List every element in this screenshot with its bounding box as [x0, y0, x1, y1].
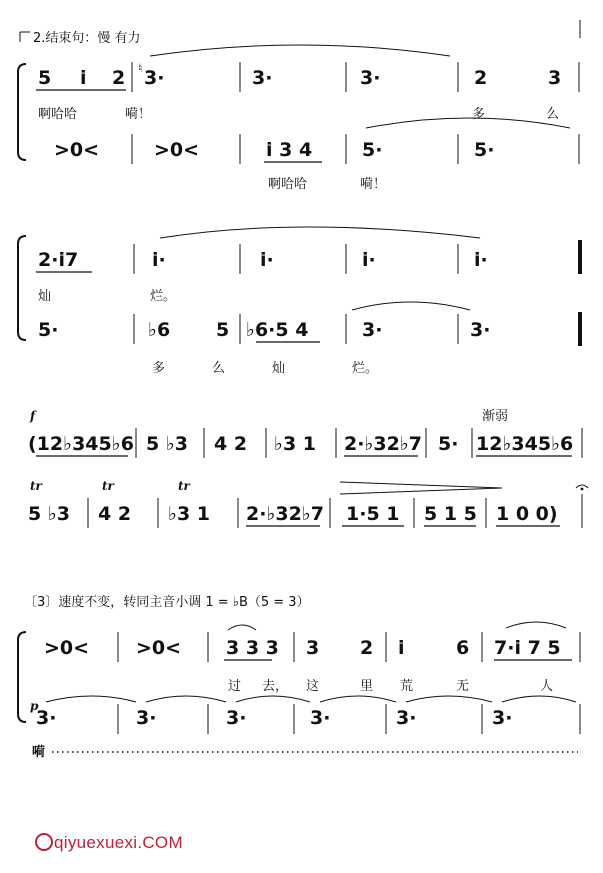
note: 5: [216, 319, 230, 341]
lyric: 灿: [272, 361, 286, 376]
lyric: 过: [228, 679, 242, 694]
note-group: i 3 4: [266, 139, 313, 161]
note: i·: [362, 249, 376, 271]
note-group: 1·5 1: [346, 503, 400, 525]
note: 3·: [226, 707, 247, 729]
logo-icon: [36, 834, 52, 850]
final-barline: [578, 240, 582, 274]
dynamic-mark: p: [30, 699, 39, 713]
note: 3·: [470, 319, 491, 341]
lyric: 荒: [400, 679, 414, 694]
lyric: 啊哈哈: [38, 107, 78, 122]
system-bracket: [18, 236, 26, 340]
note: i: [80, 67, 87, 89]
rest: >0<: [54, 139, 100, 161]
trill-mark: tr: [102, 479, 114, 493]
dynamic-mark: f: [30, 409, 36, 423]
watermark: [36, 833, 183, 852]
note: i·: [260, 249, 274, 271]
note: 2: [112, 67, 126, 89]
note: 5·: [438, 433, 459, 455]
note-group: 1 0 0): [496, 503, 558, 525]
note-group: 5 1 5: [424, 503, 477, 525]
lyric: 烂。: [352, 361, 379, 376]
svg-text:♮: ♮: [138, 61, 143, 75]
note: 3·: [492, 707, 513, 729]
lyric: 多: [472, 107, 486, 122]
section-label: 2.结束句：慢 有力: [33, 31, 141, 46]
note-group: 2·♭32♭7: [344, 433, 423, 455]
note-group: ♭3 1: [168, 503, 211, 525]
decrescendo-hairpin: [340, 482, 502, 494]
lyric: 啊哈哈: [268, 177, 308, 192]
note: 5·: [38, 319, 59, 341]
note: i·: [474, 249, 488, 271]
note: ♭6: [148, 319, 171, 341]
note: 3·: [360, 67, 381, 89]
held-syllable: 嗬: [32, 745, 46, 760]
rest: >0<: [136, 637, 182, 659]
trill-mark: tr: [30, 479, 42, 493]
lyric: 多: [152, 361, 166, 376]
lyric: 么: [546, 107, 560, 122]
note-group: 3 3 3: [226, 637, 279, 659]
fermata: [576, 485, 588, 488]
note: 3: [548, 67, 562, 89]
rest: >0<: [154, 139, 200, 161]
note-group: ♭6·5 4: [246, 319, 309, 341]
lyric: 烂。: [150, 289, 177, 304]
lyric: 嗬！: [125, 107, 152, 122]
system-1: [18, 20, 580, 192]
note: 5: [38, 67, 52, 89]
note-group: (12♭345♭6: [28, 433, 134, 455]
note: 3·: [396, 707, 417, 729]
note-group: 12♭345♭6: [476, 433, 574, 455]
lyric: 人: [540, 679, 554, 694]
note: 3·: [36, 707, 57, 729]
note-group: 5 ♭3: [146, 433, 189, 455]
note: 2: [474, 67, 488, 89]
note: 3·: [136, 707, 157, 729]
watermark-text: qiyuexuexi.COM: [54, 833, 183, 852]
note: 3·: [310, 707, 331, 729]
note: 5·: [474, 139, 495, 161]
note-group: 2·i7: [38, 249, 79, 271]
system-3: [28, 409, 588, 528]
system-2: [18, 227, 582, 376]
note: 3: [306, 637, 320, 659]
lyric: 去，: [262, 679, 289, 694]
note: i: [398, 637, 405, 659]
note-group: 7·i 7 5: [494, 637, 561, 659]
rest: >0<: [44, 637, 90, 659]
lyric: 么: [212, 361, 226, 376]
note-group: ♭3 1: [274, 433, 317, 455]
final-barline: [578, 312, 582, 346]
note-group: 5 ♭3: [28, 503, 71, 525]
lyric: 里: [360, 679, 374, 694]
lyric: 这: [306, 679, 320, 694]
lyric: 无: [456, 679, 470, 694]
note-group: 4 2: [98, 503, 132, 525]
lyric: 灿: [38, 289, 52, 304]
system-4: [18, 594, 580, 760]
dim-mark: 渐弱: [482, 409, 509, 424]
trill-mark: tr: [178, 479, 190, 493]
note: 3·: [362, 319, 383, 341]
system-bracket: [18, 632, 26, 722]
system-bracket: [18, 64, 26, 160]
note: i·: [152, 249, 166, 271]
note-group: 2·♭32♭7: [246, 503, 325, 525]
note: 5·: [362, 139, 383, 161]
note: 2: [360, 637, 374, 659]
note: 3·: [252, 67, 273, 89]
note-group: 4 2: [214, 433, 248, 455]
note: 6: [456, 637, 470, 659]
note: 3·: [144, 67, 165, 89]
section-label: 〔3〕速度不变，转同主音小调 1 = ♭B（5 = 3）: [24, 595, 310, 610]
lyric: 嗬！: [360, 177, 387, 192]
